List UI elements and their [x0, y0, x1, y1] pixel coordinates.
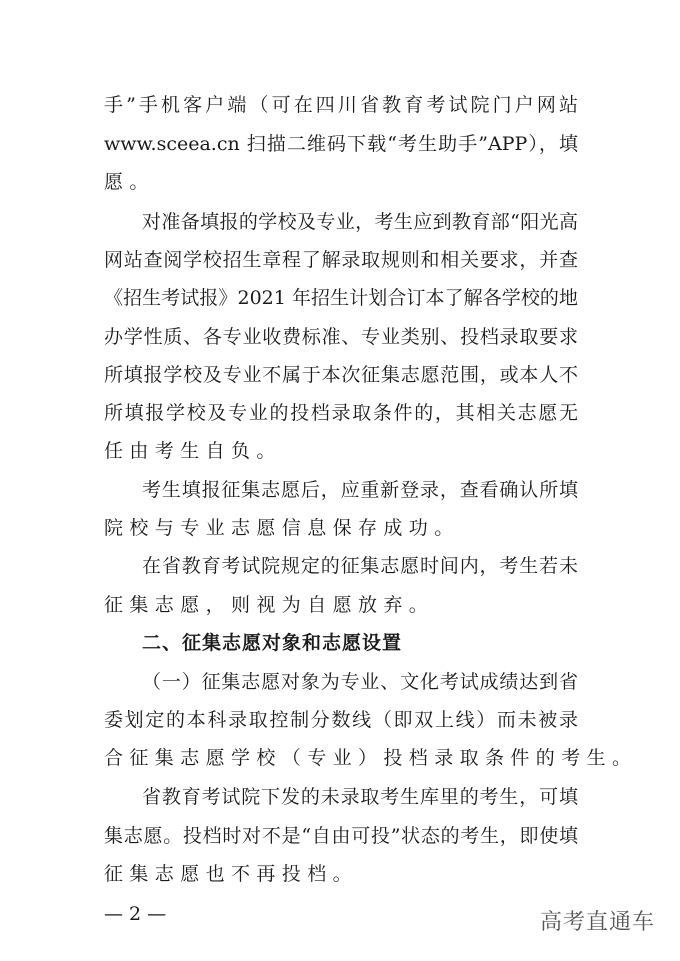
watermark: 高考直通车 — [540, 910, 656, 935]
text-line: 合征集志愿学校（专业）投档录取条件的考生。 — [104, 747, 638, 769]
text-line: www.sceea.cn 扫描二维码下载“考生助手”APP），填 — [104, 133, 578, 155]
section-heading: 二、征集志愿对象和志愿设置 — [142, 632, 403, 654]
text-line: 集志愿。投档时对不是“自由可投”状态的考生，即使填 — [104, 825, 578, 847]
text-line: 《招生考试报》2021 年招生计划合订本了解各学校的地 — [104, 287, 578, 309]
text-line: 对准备填报的学校及专业，考生应到教育部“阳光高 — [142, 211, 578, 233]
text-line: 办学性质、各专业收费标准、专业类别、投档录取要求 — [104, 326, 578, 348]
text-line: （一）征集志愿对象为专业、文化考试成绩达到省 — [142, 671, 578, 693]
text-line: 在省教育考试院规定的征集志愿时间内，考生若未 — [142, 555, 578, 577]
text-line: 院校与专业志愿信息保存成功。 — [104, 517, 460, 539]
text-line: 所填报学校及专业的投档录取条件的，其相关志愿无 — [104, 402, 578, 424]
text-line: 征集志愿，则视为自愿放弃。 — [104, 594, 435, 616]
text-line: 网站查阅学校招生章程了解录取规则和相关要求，并查 — [104, 249, 578, 271]
text-line: 委划定的本科录取控制分数线（即双上线）而未被录 — [104, 709, 578, 731]
text-line: 所填报学校及专业不属于本次征集志愿范围，或本人不 — [104, 364, 578, 386]
text-line: 任由考生自负。 — [104, 440, 282, 462]
text-line: 手”手机客户端（可在四川省教育考试院门户网站 — [104, 94, 578, 116]
text-line: 征集志愿也不再投档。 — [104, 863, 359, 885]
text-line: 考生填报征集志愿后，应重新登录，查看确认所填 — [142, 479, 578, 501]
page-number: — 2 — — [104, 903, 167, 925]
text-line: 愿。 — [104, 171, 155, 193]
text-line: 省教育考试院下发的未录取考生库里的考生，可填 — [142, 786, 578, 808]
